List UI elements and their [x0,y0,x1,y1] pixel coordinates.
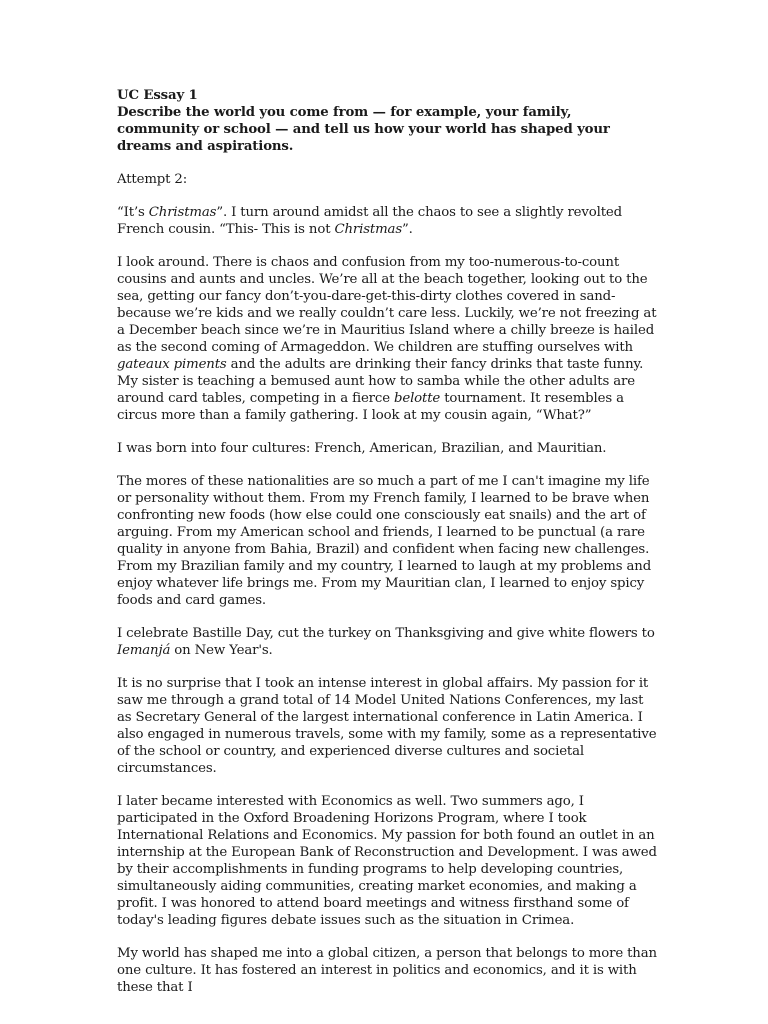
italic-text: Christmas [334,222,402,237]
paragraph-text: I later became interested with Economics as well. Two summers ago, I participated in the Oxford Broadening Horizons Program, where I took International Relations and Economics. My passion for both found an outlet in an internship at the European Bank of Reconstruction and Development. I was awed by their accomplishments in funding programs to help developing countries, simultaneously aiding communities, creating market economies, and making a profit. I was honored to attend board meetings and witness firsthand some of today's leading figures debate issues such as the situation in Crimea. [117,794,657,928]
italic-text: Iemanjá [117,643,171,658]
attempt-label: Attempt 2: [117,172,188,187]
paragraph-text: My world has shaped me into a global citizen, a person that belongs to more than one culture. It has fostered an interest in politics and economics, and it is with these that I [117,946,657,995]
italic-text: gateaux piments [117,357,227,372]
italic-text: Christmas [148,205,217,220]
paragraph-text: ”. [402,222,413,237]
paragraph-text: on New Year's. [170,643,273,658]
paragraph-text: I look around. There is chaos and confusion from my too-numerous-to-count cousins and aunts and uncles. We’re all at the beach together, looking out to the sea, getting our fancy don’t-you-dare-get-this-dirty clothes covered in sand- because we’re kids and we really couldn’t care less. Luckily, we’re not freezing at a December beach since we’re in Mauritius Island where a chilly breeze is hailed as the second coming of Armageddon. We children are stuffing ourselves with [117,255,657,355]
essay-paragraph [117,675,657,777]
essay-paragraph [117,440,657,457]
paragraph-text: ”. I turn around amidst all the chaos to see a slightly revolted French cousin. “This- This is not [117,205,622,237]
essay-paragraph [117,793,657,929]
paragraph-text: “It’s [117,205,149,220]
essay-title: UC Essay 1 [117,88,198,103]
essay-prompt: Describe the world you come from — for example, your family, community or school — and tell us how your world has shaped your dreams and aspirations. [117,105,610,154]
paragraph-text: and the adults are drinking their fancy drinks that taste funny. My sister is teaching a bemused aunt how to samba while the other adults are around card tables, competing in a fierce [117,357,644,406]
paragraph-text: I celebrate Bastille Day, cut the turkey on Thanksgiving and give white flowers to [117,626,655,641]
paragraph-text: I was born into four cultures: French, American, Brazilian, and Mauritian. [117,441,607,456]
paragraph-text: tournament. It resembles a circus more than a family gathering. I look at my cousin again, “What?” [117,391,624,423]
essay-paragraph [117,254,657,424]
paragraph-text: It is no surprise that I took an intense interest in global affairs. My passion for it saw me through a grand total of 14 Model United Nations Conferences, my last as Secretary General of the largest international conference in Latin America. I also engaged in numerous travels, some with my family, some as a representative of the school or country, and experienced diverse cultures and societal circumstances. [117,676,657,776]
essay-body [117,87,657,996]
essay-paragraphs [117,204,657,996]
essay-paragraph [117,204,657,238]
essay-paragraph [117,625,657,659]
essay-paragraph [117,473,657,609]
essay-paragraph [117,945,657,996]
italic-text: belotte [394,391,441,406]
paragraph-text: The mores of these nationalities are so much a part of me I can't imagine my life or personality without them. From my French family, I learned to be brave when confronting new foods (how else could one consciously eat snails) and the art of arguing. From my American school and friends, I learned to be punctual (a rare quality in anyone from Bahia, Brazil) and confident when facing new challenges. From my Brazilian family and my country, I learned to laugh at my problems and enjoy whatever life brings me. From my Mauritian clan, I learned to enjoy spicy foods and card games. [117,474,652,608]
